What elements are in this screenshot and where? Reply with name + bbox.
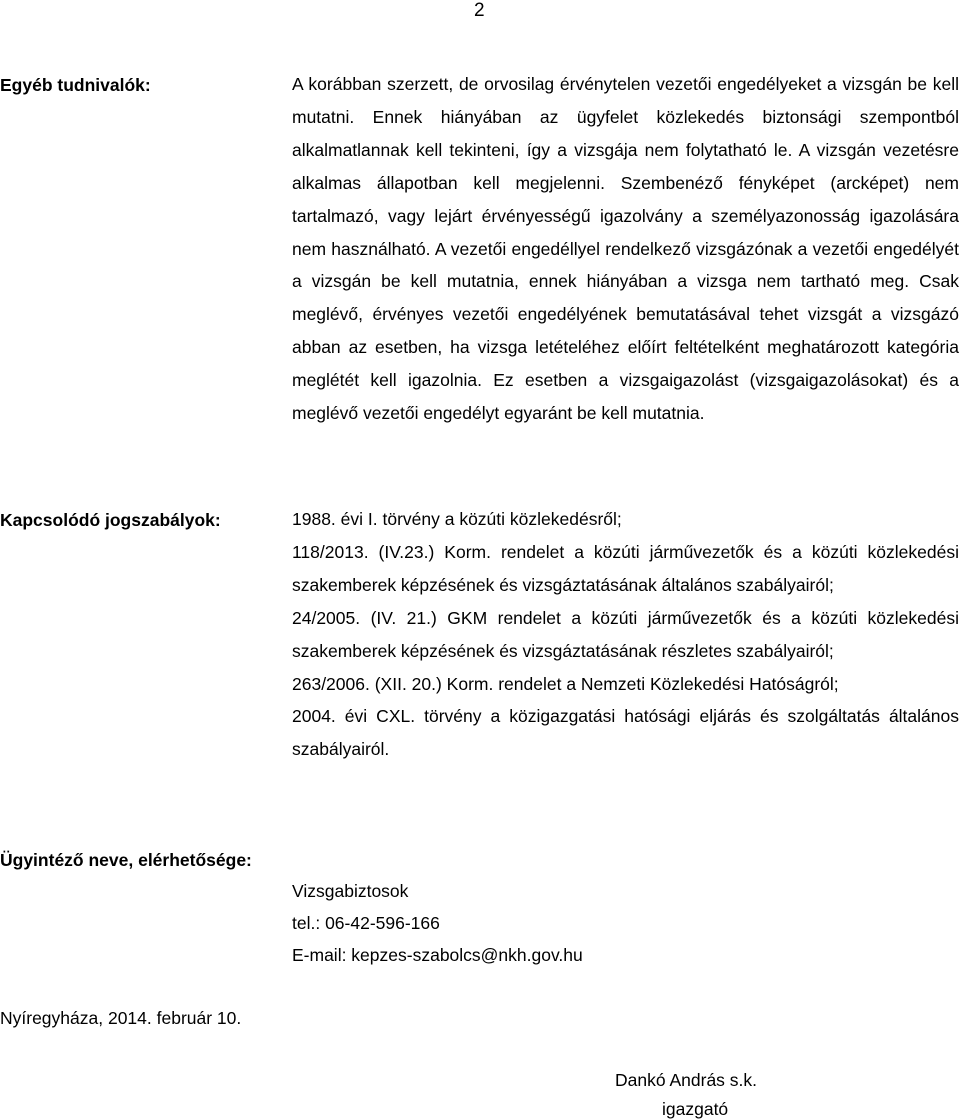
section-text-egyeb: A korábban szerzett, de orvosilag érvénytelen vezetői engedélyeket a vizsgán be kell mutatni. Ennek hiányában az ügyfelet közlekedés biztonsági szempontból alkalmatlannak kell tekinteni, így a vizsgája nem folytatható le. A vizsgán vezetésre alkalmas állapotban kell megjelenni. Szembenéző fényképet (arcképet) nem tartalmazó, vagy lejárt érvényességű igazolvány a személyazonosság igazolására nem használható. A vezetői engedéllyel rendelkező vizsgázónak a vezetői engedélyét a vizsgán be kell mutatnia, ennek hiányában a vizsga nem tartható meg. Csak meglévő, érvényes vezetői engedélyének bemutatásával tehet vizsgát a vizsgázó abban az esetben, ha vizsga letételéhez előírt feltételként meghatározott kategória meglétét kell igazolnia. Ez esetben a vizsgaigazolást (vizsgaigazolásokat) és a meglévő vezetői engedélyt egyaránt be kell mutatnia. bbox=[292, 74, 959, 424]
legislation-item: 24/2005. (IV. 21.) GKM rendelet a közúti járművezetők és a közúti közlekedési szakemberek képzésének és vizsgáztatásának részletes szabályairól; bbox=[292, 607, 959, 661]
section-label-kapcsolodo: Kapcsolódó jogszabályok: bbox=[0, 510, 221, 530]
signer-title: igazgató bbox=[662, 1099, 729, 1119]
page-number: 2 bbox=[474, 0, 485, 21]
signer-name: Dankó András s.k. bbox=[615, 1070, 758, 1090]
contact-name: Vizsgabiztosok bbox=[292, 881, 409, 901]
contact-phone: tel.: 06-42-596-166 bbox=[292, 913, 440, 933]
legislation-list bbox=[292, 503, 959, 766]
contact-email: E-mail: kepzes-szabolcs@nkh.gov.hu bbox=[292, 945, 583, 965]
legislation-item: 1988. évi I. törvény a közúti közlekedésről; bbox=[292, 509, 622, 529]
place-date: Nyíregyháza, 2014. február 10. bbox=[0, 1008, 242, 1028]
legislation-item: 2004. évi CXL. törvény a közigazgatási hatósági eljárás és szolgáltatás általános szabályairól. bbox=[292, 706, 959, 760]
legislation-item: 118/2013. (IV.23.) Korm. rendelet a közúti járművezetők és a közúti közlekedési szakemberek képzésének és vizsgáztatásának általános szabályairól; bbox=[292, 541, 959, 595]
section-label-ugyintezo: Ügyintéző neve, elérhetősége: bbox=[0, 850, 252, 870]
section-label-egyeb: Egyéb tudnivalók: bbox=[0, 75, 151, 95]
legislation-item: 263/2006. (XII. 20.) Korm. rendelet a Nemzeti Közlekedési Hatóságról; bbox=[292, 673, 839, 694]
